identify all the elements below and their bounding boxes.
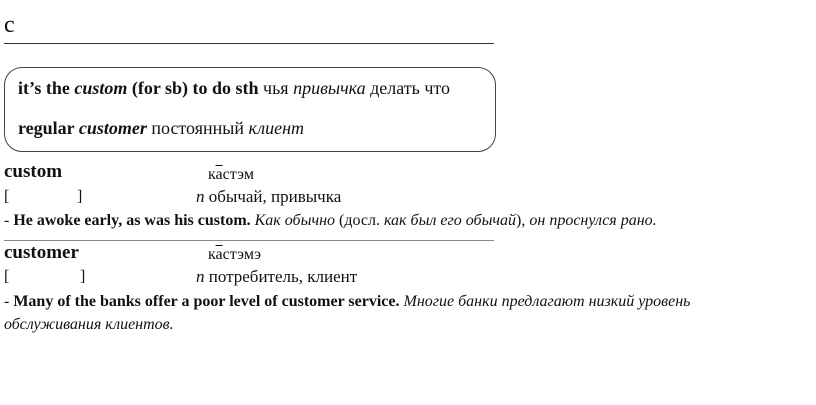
phrase-line-1 (18, 78, 450, 99)
bracket-open: [ (4, 188, 10, 205)
headword-customer: customer (4, 242, 79, 263)
phrase-ru-part: постоянный (146, 118, 249, 138)
phrase-en-part: (for sb) to do sth (127, 78, 259, 98)
section-divider (4, 43, 494, 44)
phrase-ru-keyword: клиент (248, 118, 305, 138)
phrase-en-keyword: customer (78, 118, 147, 138)
bullet: - (4, 293, 10, 310)
bracket-close: ] (80, 268, 86, 285)
phrase-ru-keyword: привычка (293, 78, 366, 98)
example-customer: - Many of the banks offer a poor level of customer service. Многие банки предлагают низкий уровень (4, 293, 691, 310)
phrase-line-2 (18, 118, 304, 139)
phrase-ru-part: делать что (365, 78, 451, 98)
entry-divider (4, 240, 494, 241)
bracket-open: [ (4, 268, 10, 285)
phrase-en-keyword: custom (74, 78, 128, 98)
definition-custom: n обычай, привычка (196, 187, 342, 206)
example-customer-cont: обслуживания клиентов. (4, 316, 174, 333)
phrase-en-part: it’s the (18, 78, 75, 98)
bracket-close: ] (77, 188, 83, 205)
phrase-en-part: regular (18, 118, 79, 138)
definition-customer: n потребитель, клиент (196, 267, 358, 286)
bullet: - (4, 212, 10, 229)
transcription-custom: кастэм (208, 166, 254, 183)
example-custom: - He awoke early, as was his custom. Как обычно (досл. как был его обычай), он проснулся рано. (4, 212, 657, 229)
section-letter: c (4, 12, 15, 38)
transcription-customer: кастэмэ (208, 246, 262, 263)
headword-custom: custom (4, 161, 63, 182)
phrase-ru-part: чья (258, 78, 294, 98)
